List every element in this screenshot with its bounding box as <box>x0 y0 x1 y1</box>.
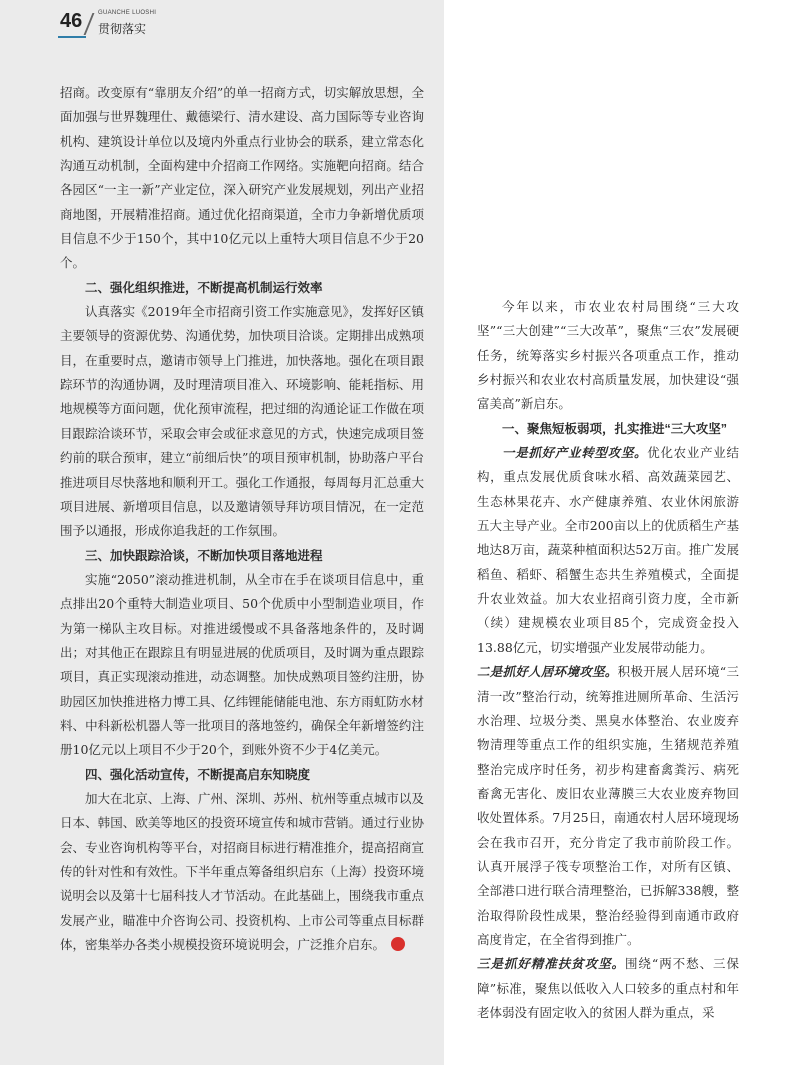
header-rule <box>58 36 86 38</box>
body-paragraph <box>477 660 739 952</box>
right-article-column <box>477 295 739 1025</box>
paragraph-text: 围绕“两不愁、三保障”标准，聚焦以低收入人口较多的重点村和年老体弱没有固定收入的贫困人群为重点，采 <box>477 956 739 1020</box>
header-divider <box>84 13 94 35</box>
section-heading: 一、聚焦短板弱项，扎实推进“三大攻坚” <box>502 421 728 436</box>
section-title: 贯彻落实 <box>98 22 147 36</box>
paragraph-text: 加大在北京、上海、广州、深圳、苏州、杭州等重点城市以及日本、韩国、欧美等地区的投资环境宣传和城市营销。通过行业协会、专业咨询机构等平台，对招商目标进行精准推介，提高招商宣传的针对性和有效性。下半年重点筹备组织启东（上海）投资环境说明会以及第十七届科技人才节活动。在此基础上，围绕我市重点发展产业，瞄准中介咨询公司、投资机构、上市公司等重点目标群体，密集举办各类小规模投资环境说明会，广泛推介启东。 <box>60 790 424 953</box>
body-paragraph <box>477 441 739 660</box>
body-paragraph <box>60 568 424 763</box>
paragraph-text: 招商。改变原有“靠朋友介绍”的单一招商方式，切实解放思想，全面加强与世界魏理仕、戴德梁行、清水建设、高力国际等专业咨询机构、建筑设计单位以及境内外重点行业协会的联系，建立常态化沟通互动机制，全面构建中介招商工作网络。实施靶向招商。结合各园区“一主一新”产业定位，深入研究产业发展规划，列出产业招商地图，开展精准招商。通过优化招商渠道，全市力争新增优质项目信息不少于150个，其中10亿元以上重特大项目信息不少于20个。 <box>60 85 424 271</box>
body-paragraph <box>60 300 424 543</box>
left-article-column <box>60 81 424 957</box>
body-paragraph <box>60 787 424 957</box>
paragraph-lead: 二是抓好人居环境攻坚。 <box>477 664 618 680</box>
body-paragraph <box>60 81 424 276</box>
paragraph-text: 积极开展人居环境“三清一改”整治行动，统筹推进厕所革命、生活污水治理、垃圾分类、黑臭水体整治、农业废弃物清理等重点工作的组织实施，生猪规范养殖整治完成序时任务，初步构建畜禽粪污、病死畜禽无害化、废旧农业薄膜三大农业废弃物回收处置体系。7月25日，南通农村人居环境现场会在我市召开，充分肯定了我市前阶段工作。认真开展浮子筏专项整治工作，对所有区镇、全部港口进行联合清理整治，已拆解338艘，整治取得阶段性成果，整治经验得到南通市政府高度肯定，在全省得到推广。 <box>477 664 739 947</box>
paragraph-text: 优化农业产业结构，重点发展优质食味水稻、高效蔬菜园艺、生态林果花卉、水产健康养殖、农业休闲旅游五大主导产业。全市200亩以上的优质稻生产基地达8万亩，蔬菜种植面积达52万亩。推广发展稻鱼、稻虾、稻蟹生态共生养殖模式，全面提升农业效益。加大农业招商引资力度，全市新（续）建规模农业项目85个，完成资金投入13.88亿元，切实增强产业发展带动能力。 <box>477 445 739 655</box>
paragraph-lead: 三是抓好精准扶贫攻坚。 <box>477 956 625 972</box>
paragraph-text: 今年以来，市农业农村局围绕“三大攻坚”“三大创建”“三大改革”，聚焦“三农”发展硬任务，统筹落实乡村振兴各项重点工作，推动乡村振兴和农业农村高质量发展，加快建设“强富美高”新启东。 <box>477 299 739 412</box>
paragraph-text: 认真落实《2019年全市招商引资工作实施意见》，发挥好区镇主要领导的资源优势、沟通优势，加快项目洽谈。定期排出成熟项目，在重要时点，邀请市领导上门推进，加快落地。强化在项目跟踪环节的沟通协调，及时理清项目准入、环境影响、能耗指标、用地规模等方面问题，优化预审流程，把过细的沟通论证工作做在项目跟踪洽谈环节，采取会审会或征求意见的方式，快速完成项目签约前的联合预审，建立“前细后快”的项目预审机制，协助落户平台推进项目尽快落地和顺利开工。强化工作通报，每周每月汇总重大项目进展、新增项目信息，以及邀请领导拜访项目情况，在一定范围予以通报，形成你追我赶的工作氛围。 <box>60 304 424 539</box>
section-heading: 二、强化组织推进，不断提高机制运行效率 <box>85 280 323 295</box>
paragraph-lead: 一是抓好产业转型攻坚。 <box>502 445 648 461</box>
body-paragraph <box>477 295 739 417</box>
page-header <box>58 8 258 38</box>
end-mark-icon <box>391 937 405 951</box>
section-heading: 三、加快跟踪洽谈，不断加快项目落地进程 <box>85 548 323 563</box>
section-heading: 四、强化活动宣传，不断提高启东知晓度 <box>85 767 311 782</box>
body-paragraph <box>477 952 739 1025</box>
header-latin-label: GUANCHE LUOSHI <box>98 10 157 16</box>
page-number: 46 <box>60 10 83 32</box>
paragraph-text: 实施“2050”滚动推进机制，从全市在手在谈项目信息中，重点排出20个重特大制造业项目、50个优质中小型制造业项目，作为第一梯队主攻目标。对推进缓慢或不具备落地条件的，及时调出；对其他正在跟踪且有明显进展的优质项目，及时调为重点跟踪项目，真正实现滚动推进，动态调整。加快成熟项目签约注册，协助园区加快推进格力博工具、亿纬锂能储能电池、东方雨虹防水材料、中科新松机器人等一批项目的落地签约，确保全年新增签约注册10亿元以上项目不少于20个，到账外资不少于4亿美元。 <box>60 571 424 758</box>
